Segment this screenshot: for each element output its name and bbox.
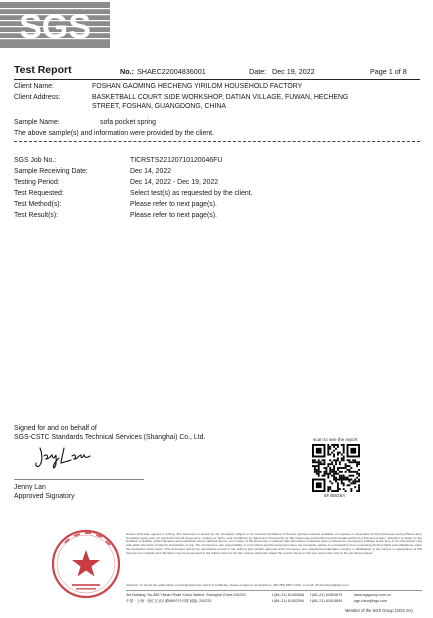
logo-text: SGS bbox=[19, 8, 91, 46]
client-address-line1: BASKETBALL COURT SIDE WORKSHOP, DATIAN VILLAGE, FUWAN, HECHENG bbox=[92, 94, 349, 101]
member-text: Member of the SGS Group (SGS SA) bbox=[345, 608, 413, 613]
testing-period-label: Testing Period: bbox=[14, 179, 60, 186]
report-date-value: Dec 19, 2022 bbox=[272, 67, 315, 76]
email-link[interactable]: sgs.china@sgs.com bbox=[354, 599, 388, 603]
dashed-divider bbox=[14, 141, 420, 142]
testing-period-value: Dec 14, 2022 - Dec 19, 2022 bbox=[130, 179, 219, 186]
signed-for-text: Signed for and on behalf of bbox=[14, 425, 97, 432]
sample-name-label: Sample Name: bbox=[14, 119, 60, 126]
header-rule bbox=[14, 79, 420, 80]
phone-cn: t (86–21) 61402594 bbox=[272, 599, 305, 603]
report-header bbox=[14, 66, 424, 78]
signature-line bbox=[14, 479, 144, 480]
receiving-date-value: Dec 14, 2022 bbox=[130, 168, 171, 175]
legal-disclaimer: Unless otherwise agreed in writing, this document is issued by the Company subject to its General Conditions of Service printed overleaf, available on request or accessible at http://www.sgs.com/en/Terms-and-Conditions.aspx and, for electronic format documents, subject to Terms and Conditions for Electronic Documents at http://www.sgs.com/en/Terms-and-Conditions/Terms-e-Document.aspx. Attention is drawn to the limitation of liability, indemnification and jurisdiction issues defined therein. Any holder of this document is advised that information contained hereon reflects the Company's findings at the time of its intervention only and within the limits of Client's instructions, if any. The Company's sole responsibility is to its Client and this document does not exonerate parties to a transaction from exercising all their rights and obligations under the transaction documents. This document cannot be reproduced except in full, without prior written approval of the Company. Any unauthorized alteration, forgery or falsification of the content or appearance of this document is unlawful and offenders may be prosecuted to the fullest extent of the law. Unless otherwise stated the results shown in this test report refer only to the sample(s) tested. bbox=[126, 532, 422, 555]
signing-company: SGS-CSTC Standards Technical Services (Shanghai) Co., Ltd. bbox=[14, 434, 206, 441]
fax-en: f (86–21) 64953679 bbox=[310, 593, 343, 597]
website-link[interactable]: www.sgsgroup.com.cn bbox=[354, 593, 391, 597]
sample-statement: The above sample(s) and information were provided by the client. bbox=[14, 130, 214, 137]
report-title: Test Report bbox=[14, 64, 72, 76]
page-indicator: Page 1 of 8 bbox=[370, 67, 407, 76]
signatory-name: Jenny Lan bbox=[14, 484, 46, 491]
address-en: 3rd Building, No.889 Yishan Road Xuhui District, Shanghai China 200233 bbox=[126, 593, 246, 597]
client-name-value: FOSHAN GAOMING HECHENG YIRILOM HOUSEHOLD FACTORY bbox=[92, 83, 303, 90]
company-seal bbox=[50, 528, 122, 600]
client-address-line2: STREET, FOSHAN, GUANGDONG, CHINA bbox=[92, 103, 226, 110]
test-result-value: Please refer to next page(s). bbox=[130, 212, 217, 219]
handwritten-signature bbox=[34, 444, 94, 470]
client-address-label: Client Address: bbox=[14, 94, 61, 101]
phone-en: t (86–21) 61402666 bbox=[272, 593, 305, 597]
qr-code-id: 5F48838A bbox=[324, 493, 346, 498]
test-requested-label: Test Requested: bbox=[14, 190, 64, 197]
client-name-label: Client Name: bbox=[14, 83, 54, 90]
test-method-value: Please refer to next page(s). bbox=[130, 201, 217, 208]
fax-cn: f (86–21) 61915899 bbox=[310, 599, 343, 603]
report-no-label: No.: bbox=[120, 67, 134, 76]
authenticity-notice: Attention: To check the authenticity of testing/inspection report & certificate, please contact us at telephone: (86-755) 8307 1443, or email: CN.Doccheck@sgs.com bbox=[126, 583, 349, 587]
report-date-label: Date: bbox=[249, 67, 267, 76]
test-method-label: Test Method(s): bbox=[14, 201, 62, 208]
address-cn: 中国 · 上海 · 徐汇区宜山路889号3号楼 邮编: 200233 bbox=[126, 599, 212, 603]
footer-rule bbox=[126, 590, 422, 591]
qr-code[interactable] bbox=[312, 444, 360, 492]
report-no-value: SHAEC22004836001 bbox=[137, 67, 206, 76]
sgs-logo bbox=[0, 2, 110, 48]
test-result-label: Test Result(s): bbox=[14, 212, 59, 219]
receiving-date-label: Sample Receiving Date: bbox=[14, 168, 88, 175]
job-no-value: TICRSTS22120710120046FU bbox=[130, 157, 223, 164]
test-requested-value: Select test(s) as requested by the client. bbox=[130, 190, 253, 197]
signatory-role: Approved Signatory bbox=[14, 493, 75, 500]
sample-name-value: sofa pocket spring bbox=[100, 119, 156, 126]
job-no-label: SGS Job No.: bbox=[14, 157, 57, 164]
qr-caption: scan to see the report bbox=[313, 437, 358, 442]
